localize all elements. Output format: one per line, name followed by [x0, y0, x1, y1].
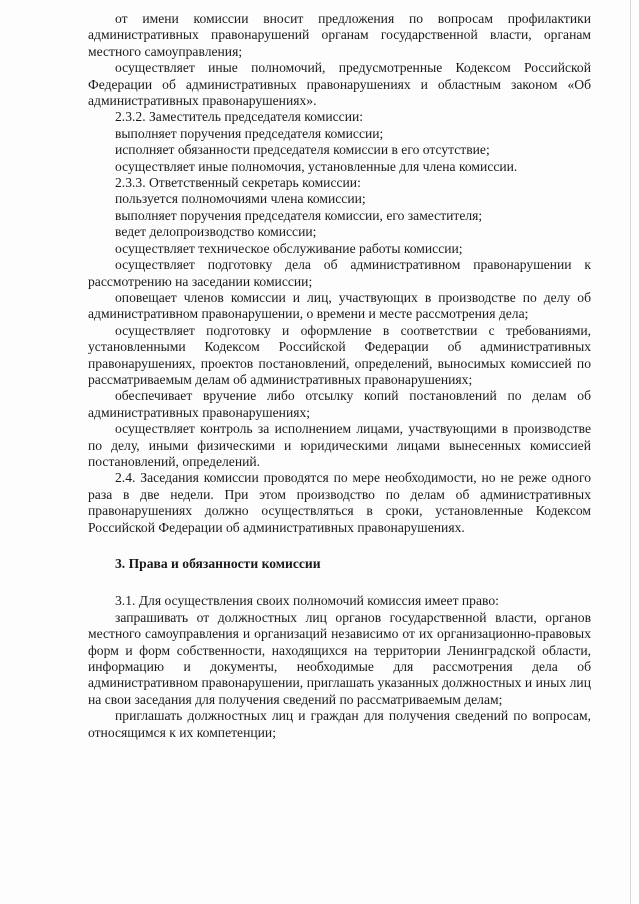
clause-heading: 2.3.2. Заместитель председателя комиссии:	[115, 109, 364, 125]
paragraph: исполняет обязанности председателя комиссии в его отсутствие;	[115, 142, 490, 158]
paragraph: осуществляет иные полномочия, установленные для члена комиссии.	[115, 158, 518, 174]
paragraph: выполняет поручения председателя комиссии, его заместителя;	[115, 207, 483, 223]
paragraph: осуществляет подготовку дела об административном правонарушении к рассмотрению на заседании комиссии;	[88, 257, 591, 289]
clause-heading: 2.3.3. Ответственный секретарь комиссии:	[115, 175, 361, 191]
paragraph: запрашивать от должностных лиц органов государственной власти, органов местного самоуправления и организаций независимо от их организационно-правовых форм и форм собственности, находящихся на территории Ленинградской области, информацию и документы, необходимые для рассмотрения дела об административном правонарушении, приглашать указанных должностных и иных лиц на свои заседания для получения сведений по рассматриваемым делам;	[88, 609, 591, 707]
paragraph: пользуется полномочиями члена комиссии;	[115, 191, 366, 207]
document-body	[88, 11, 591, 741]
paragraph: выполняет поручения председателя комиссии;	[115, 125, 384, 141]
paragraph: 3.1. Для осуществления своих полномочий комиссия имеет право:	[115, 593, 499, 609]
scan-edge-line	[630, 0, 631, 904]
paragraph: 2.4. Заседания комиссии проводятся по мере необходимости, но не реже одного раза в две недели. При этом производство по делам об административных правонарушениях должно осуществляться в сроки, установленные Кодексом Российской Федерации об административных правонарушениях.	[88, 470, 591, 535]
paragraph: оповещает членов комиссии и лиц, участвующих в производстве по делу об административном правонарушении, о времени и месте рассмотрения дела;	[88, 289, 591, 322]
paragraph: ведет делопроизводство комиссии;	[115, 224, 317, 240]
paragraph: приглашать должностных лиц и граждан для получения сведений по вопросам, относящимся к их компетенции;	[88, 708, 591, 740]
paragraph: осуществляет иные полномочий, предусмотренные Кодексом Российской Федерации об административных правонарушениях и областным законом «Об административных правонарушениях».	[88, 60, 591, 109]
paragraph: осуществляет техническое обслуживание работы комиссии;	[115, 240, 463, 256]
section-heading: 3. Права и обязанности комиссии	[115, 556, 321, 571]
paragraph: от имени комиссии вносит предложения по вопросам профилактики административных правонарушений органам государственной власти, органам местного самоуправления;	[88, 11, 591, 59]
paragraph: осуществляет контроль за исполнением лицами, участвующими в производстве по делу, иными физическими и юридическими лицами вынесенных комиссией постановлений, определений.	[88, 421, 591, 469]
paragraph: осуществляет подготовку и оформление в соответствии с требованиями, установленными Кодексом Российской Федерации об административных правонарушениях, проектов постановлений, определений, выносимых комиссией по рассматриваемым делам об административных правонарушениях;	[88, 322, 591, 387]
paragraph: обеспечивает вручение либо отсылку копий постановлений по делам об административных правонарушениях;	[88, 388, 591, 420]
